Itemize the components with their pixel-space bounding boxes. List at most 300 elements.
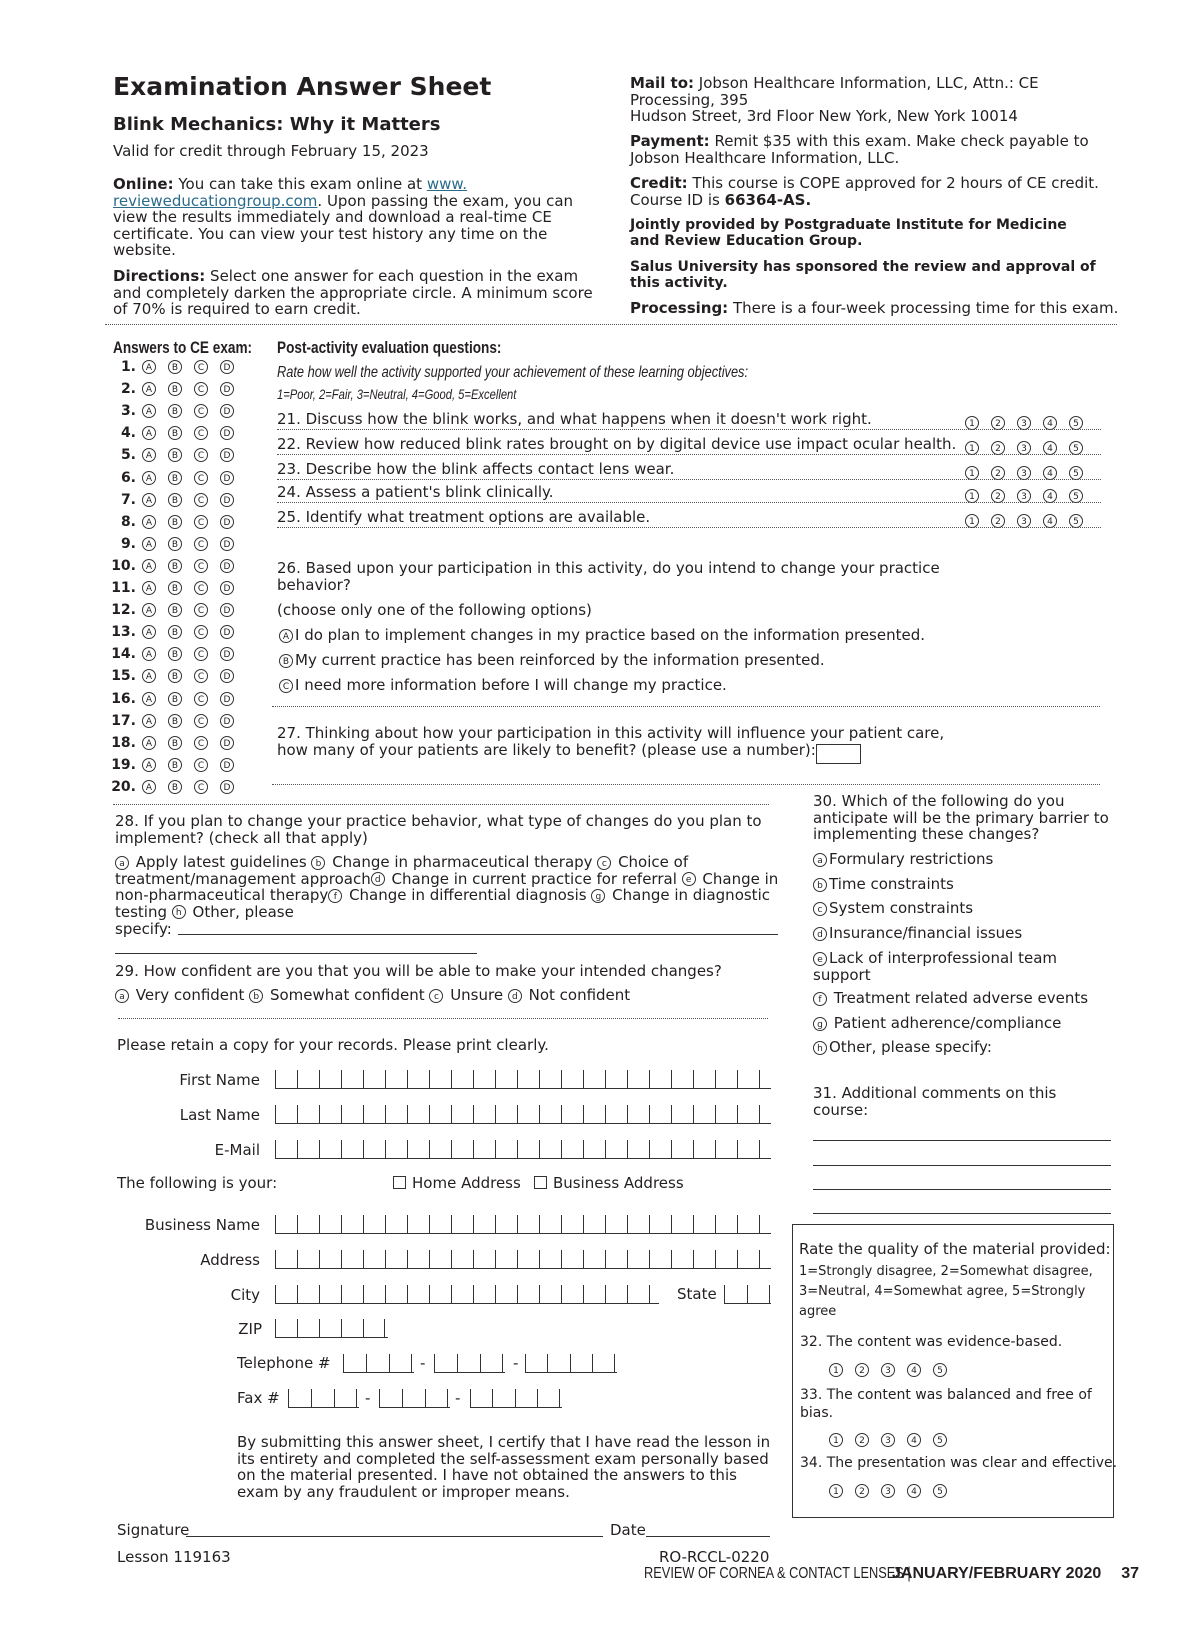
answer-option-d[interactable]: D xyxy=(220,669,234,683)
rating-4-option[interactable]: 4 xyxy=(1043,466,1057,480)
answer-option-b[interactable]: B xyxy=(168,625,182,639)
character-box[interactable] xyxy=(458,1354,481,1372)
q31-line-2[interactable] xyxy=(813,1165,1111,1166)
rating-3-option[interactable]: 3 xyxy=(881,1433,895,1447)
rating-3-option[interactable]: 3 xyxy=(881,1363,895,1377)
character-box[interactable] xyxy=(540,1215,562,1233)
character-box[interactable] xyxy=(562,1285,584,1303)
character-box[interactable] xyxy=(386,1070,408,1088)
rating-5-option[interactable]: 5 xyxy=(1069,514,1083,528)
rating-1-option[interactable]: 1 xyxy=(965,466,979,480)
character-box[interactable] xyxy=(548,1354,570,1372)
character-box[interactable] xyxy=(426,1389,449,1407)
answer-option-b[interactable]: B xyxy=(168,559,182,573)
rating-2-option[interactable]: 2 xyxy=(991,514,1005,528)
answer-option-b[interactable]: B xyxy=(168,780,182,794)
character-box[interactable] xyxy=(364,1070,386,1088)
character-box[interactable] xyxy=(342,1070,364,1088)
rating-4-option[interactable]: 4 xyxy=(1043,441,1057,455)
rating-1-option[interactable]: 1 xyxy=(965,489,979,503)
character-box[interactable] xyxy=(342,1285,364,1303)
answer-option-c[interactable]: C xyxy=(194,426,208,440)
character-box[interactable] xyxy=(298,1319,320,1337)
character-box[interactable] xyxy=(452,1215,474,1233)
last-name-field[interactable] xyxy=(275,1105,771,1124)
character-box[interactable] xyxy=(496,1070,518,1088)
rating-1-option[interactable]: 1 xyxy=(965,441,979,455)
q30-option-g[interactable] xyxy=(813,1015,1093,1032)
answer-option-d[interactable]: D xyxy=(220,537,234,551)
answer-option-b[interactable]: B xyxy=(168,493,182,507)
character-box[interactable] xyxy=(342,1105,364,1123)
answer-option-d[interactable]: D xyxy=(220,493,234,507)
rating-2-option[interactable]: 2 xyxy=(991,466,1005,480)
character-box[interactable] xyxy=(496,1215,518,1233)
character-box[interactable] xyxy=(364,1105,386,1123)
character-box[interactable] xyxy=(474,1070,496,1088)
rating-4-option[interactable]: 4 xyxy=(1043,514,1057,528)
character-box[interactable] xyxy=(606,1250,628,1268)
q28-option-c-circle[interactable]: c xyxy=(597,856,611,870)
home-address-option[interactable] xyxy=(393,1175,521,1192)
character-box[interactable] xyxy=(540,1105,562,1123)
character-box[interactable] xyxy=(606,1105,628,1123)
character-box[interactable] xyxy=(694,1070,716,1088)
character-box[interactable] xyxy=(628,1285,650,1303)
character-box[interactable] xyxy=(496,1250,518,1268)
character-box[interactable] xyxy=(650,1105,672,1123)
character-box[interactable] xyxy=(367,1354,390,1372)
character-box[interactable] xyxy=(540,1140,562,1158)
character-box[interactable] xyxy=(276,1250,298,1268)
character-box[interactable] xyxy=(672,1250,694,1268)
character-box[interactable] xyxy=(435,1354,458,1372)
answer-option-c[interactable]: C xyxy=(194,382,208,396)
character-box[interactable] xyxy=(584,1250,606,1268)
character-box[interactable] xyxy=(518,1140,540,1158)
character-box[interactable] xyxy=(408,1250,430,1268)
character-box[interactable] xyxy=(562,1250,584,1268)
answer-option-d[interactable]: D xyxy=(220,426,234,440)
signature-line[interactable] xyxy=(186,1536,603,1537)
q28-option-f-circle[interactable]: f xyxy=(328,889,342,903)
answer-option-d[interactable]: D xyxy=(220,647,234,661)
character-box[interactable] xyxy=(335,1389,358,1407)
answer-option-b[interactable]: B xyxy=(168,669,182,683)
character-box[interactable] xyxy=(320,1250,342,1268)
character-box[interactable] xyxy=(584,1070,606,1088)
character-box[interactable] xyxy=(481,1354,504,1372)
character-box[interactable] xyxy=(738,1140,760,1158)
character-box[interactable] xyxy=(471,1389,493,1407)
telephone-line[interactable] xyxy=(525,1354,617,1373)
answer-option-a[interactable]: A xyxy=(142,448,156,462)
character-box[interactable] xyxy=(716,1250,738,1268)
character-box[interactable] xyxy=(298,1215,320,1233)
character-box[interactable] xyxy=(430,1070,452,1088)
character-box[interactable] xyxy=(390,1354,413,1372)
q27-number-input[interactable] xyxy=(816,744,861,764)
character-box[interactable] xyxy=(672,1140,694,1158)
character-box[interactable] xyxy=(386,1215,408,1233)
answer-option-d[interactable]: D xyxy=(220,714,234,728)
character-box[interactable] xyxy=(430,1105,452,1123)
q30-option-e[interactable] xyxy=(813,950,1093,983)
answer-option-b[interactable]: B xyxy=(168,471,182,485)
answer-option-b[interactable]: B xyxy=(168,758,182,772)
character-box[interactable] xyxy=(562,1140,584,1158)
answer-option-c[interactable]: C xyxy=(194,581,208,595)
q30-option-c[interactable] xyxy=(813,900,1093,917)
telephone-area[interactable] xyxy=(343,1354,414,1373)
answer-option-d[interactable]: D xyxy=(220,780,234,794)
answer-option-b[interactable]: B xyxy=(168,537,182,551)
character-box[interactable] xyxy=(452,1105,474,1123)
character-box[interactable] xyxy=(606,1285,628,1303)
character-box[interactable] xyxy=(364,1250,386,1268)
q30-option-f[interactable] xyxy=(813,990,1093,1007)
character-box[interactable] xyxy=(716,1140,738,1158)
answer-option-a[interactable]: A xyxy=(142,625,156,639)
answer-option-d[interactable]: D xyxy=(220,692,234,706)
answer-option-c[interactable]: C xyxy=(194,692,208,706)
home-address-checkbox[interactable] xyxy=(393,1176,406,1189)
character-box[interactable] xyxy=(606,1070,628,1088)
character-box[interactable] xyxy=(276,1285,298,1303)
character-box[interactable] xyxy=(474,1250,496,1268)
answer-option-c[interactable]: C xyxy=(194,736,208,750)
answer-option-a[interactable]: A xyxy=(142,559,156,573)
q28-option-a-circle[interactable]: a xyxy=(115,856,129,870)
rating-3-option[interactable]: 3 xyxy=(1017,466,1031,480)
character-box[interactable] xyxy=(474,1215,496,1233)
rating-2-option[interactable]: 2 xyxy=(991,441,1005,455)
q26-option-b[interactable] xyxy=(279,652,825,669)
character-box[interactable] xyxy=(518,1250,540,1268)
character-box[interactable] xyxy=(408,1105,430,1123)
character-box[interactable] xyxy=(562,1215,584,1233)
rating-1-option[interactable]: 1 xyxy=(829,1433,843,1447)
character-box[interactable] xyxy=(298,1250,320,1268)
answer-option-a[interactable]: A xyxy=(142,493,156,507)
character-box[interactable] xyxy=(430,1140,452,1158)
character-box[interactable] xyxy=(452,1070,474,1088)
rating-1-option[interactable]: 1 xyxy=(829,1363,843,1377)
character-box[interactable] xyxy=(518,1105,540,1123)
answer-option-c[interactable]: C xyxy=(194,669,208,683)
character-box[interactable] xyxy=(289,1389,312,1407)
rating-1-option[interactable]: 1 xyxy=(829,1484,843,1498)
character-box[interactable] xyxy=(738,1105,760,1123)
character-box[interactable] xyxy=(276,1215,298,1233)
answer-option-b[interactable]: B xyxy=(168,404,182,418)
character-box[interactable] xyxy=(320,1285,342,1303)
character-box[interactable] xyxy=(606,1140,628,1158)
q29-option-d-circle[interactable]: d xyxy=(508,989,522,1003)
answer-option-d[interactable]: D xyxy=(220,382,234,396)
character-box[interactable] xyxy=(584,1105,606,1123)
answer-option-a[interactable]: A xyxy=(142,382,156,396)
character-box[interactable] xyxy=(320,1215,342,1233)
answer-option-a[interactable]: A xyxy=(142,692,156,706)
rating-1-option[interactable]: 1 xyxy=(965,416,979,430)
character-box[interactable] xyxy=(342,1215,364,1233)
character-box[interactable] xyxy=(738,1215,760,1233)
answer-option-b[interactable]: B xyxy=(168,581,182,595)
rating-5-option[interactable]: 5 xyxy=(933,1363,947,1377)
rating-3-option[interactable]: 3 xyxy=(1017,416,1031,430)
online-link[interactable]: www. revieweducationgroup.com xyxy=(113,175,468,210)
character-box[interactable] xyxy=(276,1140,298,1158)
character-box[interactable] xyxy=(430,1215,452,1233)
q28-option-d-circle[interactable]: d xyxy=(371,872,385,886)
business-address-option[interactable] xyxy=(534,1175,684,1192)
rating-5-option[interactable]: 5 xyxy=(933,1484,947,1498)
city-field[interactable] xyxy=(275,1285,659,1304)
character-box[interactable] xyxy=(342,1140,364,1158)
answer-option-c[interactable]: C xyxy=(194,758,208,772)
character-box[interactable] xyxy=(694,1215,716,1233)
answer-option-d[interactable]: D xyxy=(220,448,234,462)
character-box[interactable] xyxy=(593,1354,615,1372)
character-box[interactable] xyxy=(344,1354,367,1372)
rating-4-option[interactable]: 4 xyxy=(907,1433,921,1447)
first-name-field[interactable] xyxy=(275,1070,771,1089)
character-box[interactable] xyxy=(716,1105,738,1123)
q26-option-c[interactable] xyxy=(279,677,727,694)
character-box[interactable] xyxy=(408,1285,430,1303)
rating-1-option[interactable]: 1 xyxy=(965,514,979,528)
rating-2-option[interactable]: 2 xyxy=(855,1363,869,1377)
character-box[interactable] xyxy=(364,1140,386,1158)
q29-option-a-circle[interactable]: a xyxy=(115,989,129,1003)
q28-specify-line-1[interactable] xyxy=(178,934,778,935)
rating-5-option[interactable]: 5 xyxy=(1069,466,1083,480)
rating-2-option[interactable]: 2 xyxy=(855,1433,869,1447)
q26-option-a[interactable] xyxy=(279,627,925,644)
character-box[interactable] xyxy=(430,1250,452,1268)
character-box[interactable] xyxy=(606,1215,628,1233)
character-box[interactable] xyxy=(540,1250,562,1268)
date-line[interactable] xyxy=(646,1536,770,1537)
character-box[interactable] xyxy=(452,1285,474,1303)
character-box[interactable] xyxy=(474,1105,496,1123)
answer-option-c[interactable]: C xyxy=(194,515,208,529)
character-box[interactable] xyxy=(672,1070,694,1088)
q31-line-1[interactable] xyxy=(813,1140,1111,1141)
character-box[interactable] xyxy=(584,1215,606,1233)
answer-option-d[interactable]: D xyxy=(220,515,234,529)
character-box[interactable] xyxy=(694,1250,716,1268)
rating-4-option[interactable]: 4 xyxy=(1043,416,1057,430)
character-box[interactable] xyxy=(628,1215,650,1233)
rating-3-option[interactable]: 3 xyxy=(881,1484,895,1498)
answer-option-a[interactable]: A xyxy=(142,404,156,418)
character-box[interactable] xyxy=(430,1285,452,1303)
answer-option-a[interactable]: A xyxy=(142,471,156,485)
character-box[interactable] xyxy=(518,1070,540,1088)
answer-option-b[interactable]: B xyxy=(168,714,182,728)
q30-option-h-circle[interactable]: h xyxy=(813,1041,827,1055)
character-box[interactable] xyxy=(342,1250,364,1268)
answer-option-c[interactable]: C xyxy=(194,537,208,551)
q30-option-h[interactable] xyxy=(813,1039,1093,1056)
answer-option-c[interactable]: C xyxy=(194,714,208,728)
character-box[interactable] xyxy=(562,1105,584,1123)
answer-option-a[interactable]: A xyxy=(142,780,156,794)
answer-option-c[interactable]: C xyxy=(194,625,208,639)
fax-prefix[interactable] xyxy=(379,1389,450,1408)
character-box[interactable] xyxy=(496,1105,518,1123)
q31-line-4[interactable] xyxy=(813,1213,1111,1214)
character-box[interactable] xyxy=(650,1215,672,1233)
character-box[interactable] xyxy=(298,1070,320,1088)
character-box[interactable] xyxy=(694,1105,716,1123)
business-address-checkbox[interactable] xyxy=(534,1176,547,1189)
answer-option-a[interactable]: A xyxy=(142,581,156,595)
character-box[interactable] xyxy=(298,1140,320,1158)
answer-option-a[interactable]: A xyxy=(142,736,156,750)
character-box[interactable] xyxy=(364,1285,386,1303)
character-box[interactable] xyxy=(474,1285,496,1303)
character-box[interactable] xyxy=(320,1140,342,1158)
character-box[interactable] xyxy=(276,1070,298,1088)
answer-option-a[interactable]: A xyxy=(142,714,156,728)
character-box[interactable] xyxy=(496,1285,518,1303)
answer-option-d[interactable]: D xyxy=(220,471,234,485)
q29-option-b-circle[interactable]: b xyxy=(249,989,263,1003)
rating-4-option[interactable]: 4 xyxy=(907,1484,921,1498)
answer-option-b[interactable]: B xyxy=(168,448,182,462)
answer-option-d[interactable]: D xyxy=(220,736,234,750)
q30-option-d[interactable] xyxy=(813,925,1093,942)
character-box[interactable] xyxy=(474,1140,496,1158)
character-box[interactable] xyxy=(380,1389,403,1407)
answer-option-b[interactable]: B xyxy=(168,515,182,529)
answer-option-c[interactable]: C xyxy=(194,647,208,661)
character-box[interactable] xyxy=(493,1389,515,1407)
rating-3-option[interactable]: 3 xyxy=(1017,489,1031,503)
character-box[interactable] xyxy=(312,1389,335,1407)
character-box[interactable] xyxy=(298,1285,320,1303)
character-box[interactable] xyxy=(738,1250,760,1268)
fax-area[interactable] xyxy=(288,1389,359,1408)
character-box[interactable] xyxy=(408,1215,430,1233)
rating-5-option[interactable]: 5 xyxy=(1069,416,1083,430)
character-box[interactable] xyxy=(650,1140,672,1158)
answer-option-c[interactable]: C xyxy=(194,603,208,617)
character-box[interactable] xyxy=(386,1250,408,1268)
q30-option-b[interactable] xyxy=(813,876,1093,893)
answer-option-c[interactable]: C xyxy=(194,493,208,507)
q30-option-d-circle[interactable]: d xyxy=(813,927,827,941)
character-box[interactable] xyxy=(364,1319,386,1337)
character-box[interactable] xyxy=(538,1389,560,1407)
rating-4-option[interactable]: 4 xyxy=(1043,489,1057,503)
rating-4-option[interactable]: 4 xyxy=(907,1363,921,1377)
q28-option-b-circle[interactable]: b xyxy=(311,856,325,870)
character-box[interactable] xyxy=(716,1070,738,1088)
answer-option-b[interactable]: B xyxy=(168,426,182,440)
answer-option-d[interactable]: D xyxy=(220,404,234,418)
character-box[interactable] xyxy=(452,1140,474,1158)
character-box[interactable] xyxy=(408,1140,430,1158)
answer-option-d[interactable]: D xyxy=(220,625,234,639)
q30-option-e-circle[interactable]: e xyxy=(813,952,827,966)
character-box[interactable] xyxy=(320,1070,342,1088)
rating-3-option[interactable]: 3 xyxy=(1017,441,1031,455)
character-box[interactable] xyxy=(738,1070,760,1088)
character-box[interactable] xyxy=(403,1389,426,1407)
answer-option-b[interactable]: B xyxy=(168,603,182,617)
character-box[interactable] xyxy=(628,1140,650,1158)
answer-option-c[interactable]: C xyxy=(194,404,208,418)
answer-option-a[interactable]: A xyxy=(142,603,156,617)
character-box[interactable] xyxy=(526,1354,548,1372)
telephone-prefix[interactable] xyxy=(434,1354,505,1373)
character-box[interactable] xyxy=(408,1070,430,1088)
rating-2-option[interactable]: 2 xyxy=(991,416,1005,430)
fax-line[interactable] xyxy=(470,1389,562,1408)
rating-5-option[interactable]: 5 xyxy=(1069,441,1083,455)
address-field[interactable] xyxy=(275,1250,771,1269)
character-box[interactable] xyxy=(571,1354,593,1372)
rating-3-option[interactable]: 3 xyxy=(1017,514,1031,528)
answer-option-a[interactable]: A xyxy=(142,758,156,772)
character-box[interactable] xyxy=(276,1105,298,1123)
answer-option-b[interactable]: B xyxy=(168,382,182,396)
character-box[interactable] xyxy=(628,1250,650,1268)
character-box[interactable] xyxy=(650,1250,672,1268)
character-box[interactable] xyxy=(320,1105,342,1123)
character-box[interactable] xyxy=(452,1250,474,1268)
answer-option-a[interactable]: A xyxy=(142,426,156,440)
character-box[interactable] xyxy=(386,1285,408,1303)
answer-option-d[interactable]: D xyxy=(220,559,234,573)
character-box[interactable] xyxy=(628,1070,650,1088)
answer-option-a[interactable]: A xyxy=(142,647,156,661)
q26-option-b-circle[interactable]: B xyxy=(279,654,293,668)
character-box[interactable] xyxy=(650,1070,672,1088)
character-box[interactable] xyxy=(584,1285,606,1303)
character-box[interactable] xyxy=(364,1215,386,1233)
q30-option-a-circle[interactable]: a xyxy=(813,853,827,867)
character-box[interactable] xyxy=(748,1285,771,1303)
rating-5-option[interactable]: 5 xyxy=(933,1433,947,1447)
character-box[interactable] xyxy=(628,1105,650,1123)
character-box[interactable] xyxy=(276,1319,298,1337)
answer-option-c[interactable]: C xyxy=(194,360,208,374)
answer-option-a[interactable]: A xyxy=(142,669,156,683)
answer-option-d[interactable]: D xyxy=(220,603,234,617)
q26-option-c-circle[interactable]: C xyxy=(279,679,293,693)
answer-option-d[interactable]: D xyxy=(220,581,234,595)
character-box[interactable] xyxy=(725,1285,748,1303)
q30-option-g-circle[interactable]: g xyxy=(813,1017,827,1031)
character-box[interactable] xyxy=(516,1389,538,1407)
q30-option-f-circle[interactable]: f xyxy=(813,992,827,1006)
answer-option-d[interactable]: D xyxy=(220,758,234,772)
character-box[interactable] xyxy=(518,1285,540,1303)
character-box[interactable] xyxy=(386,1140,408,1158)
character-box[interactable] xyxy=(694,1140,716,1158)
q30-option-c-circle[interactable]: c xyxy=(813,902,827,916)
character-box[interactable] xyxy=(716,1215,738,1233)
character-box[interactable] xyxy=(672,1105,694,1123)
q26-option-a-circle[interactable]: A xyxy=(279,629,293,643)
answer-option-b[interactable]: B xyxy=(168,736,182,750)
answer-option-b[interactable]: B xyxy=(168,360,182,374)
